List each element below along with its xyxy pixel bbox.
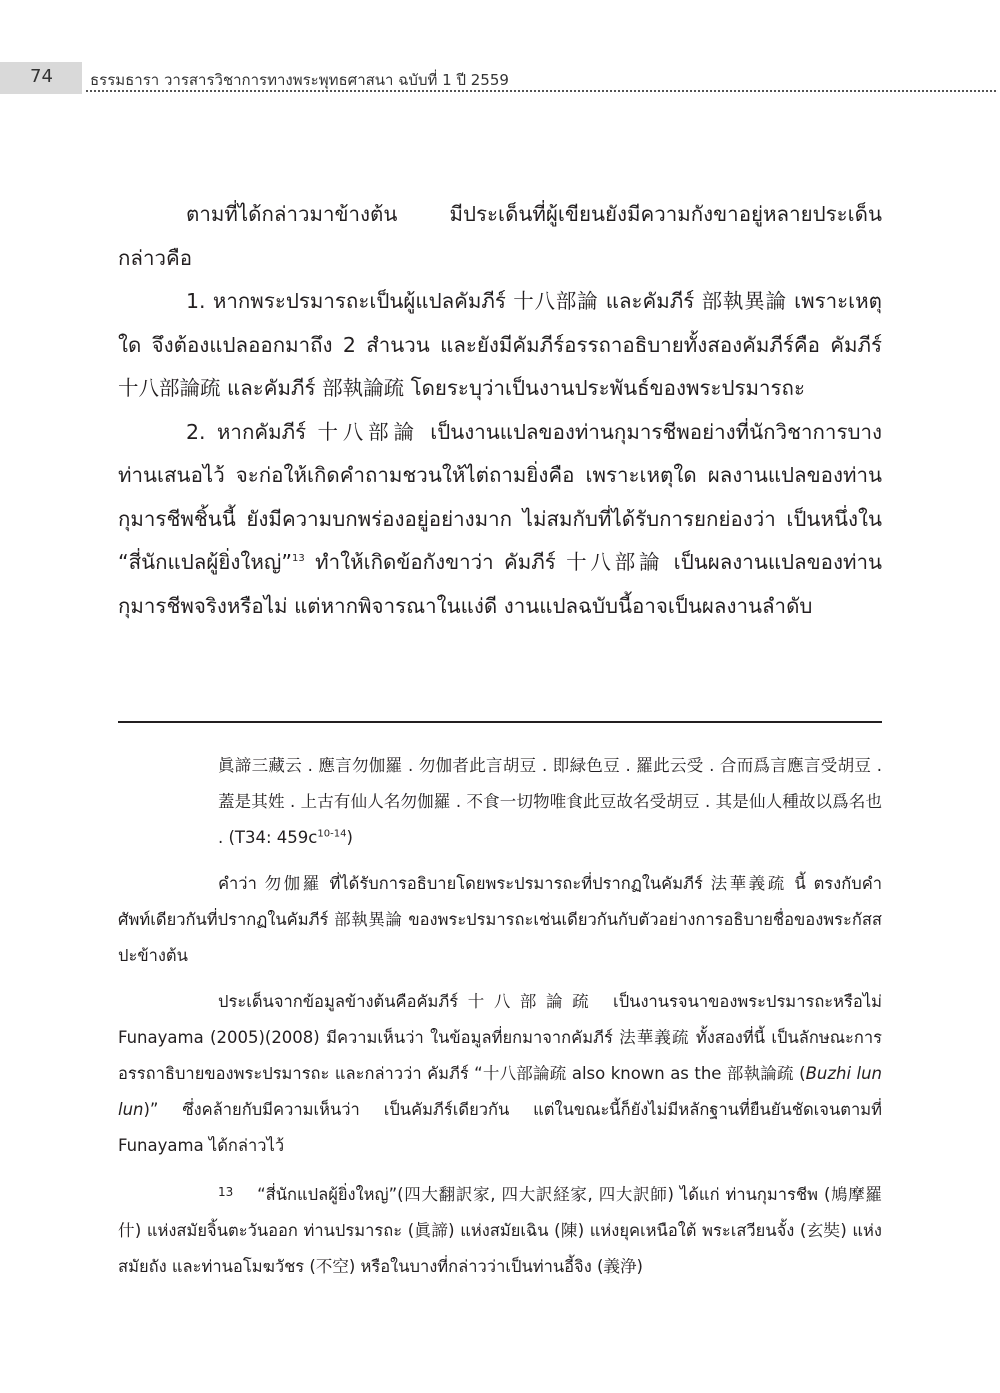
paragraph-1: ตามที่ได้กล่าวมาข้างต้น มีประเด็นที่ผู้เขียนยังมีความกังขาอยู่หลายประเด็น กล่าวคือ — [118, 202, 882, 270]
main-text — [118, 193, 882, 628]
header-dotted-rule — [86, 90, 996, 92]
note-paragraph-2-part-1: ประเด็นจากข้อมูลข้างต้นคือคัมภีร์十八部論疏 เป็นงานรจนาของพระปรมารถะหรือไม่ Funayama (2005)(2008) มีความเห็นว่า ในข้อมูลที่ยกมาจากคัมภีร์ 法華義疏 ทั้งสองที่นี้ เป็นลักษณะการอรรถาธิบายของพระปรมารถะ และกล่าวว่า คัมภีร์ “十八部論疏 also known as the 部執論疏 ( — [118, 992, 882, 1083]
footnote-text: “สี่นักแปลผู้ยิ่งใหญ่”(四大翻訳家, 四大訳経家, 四大訳師) ได้แก่ ท่านกุมารชีพ (鳩摩羅什) แห่งสมัยจิ้นตะวันออก ท่านปรมารถะ (眞諦) แห่งสมัยเฉิน (陳) แห่งยุคเหนือใต้ พระเสวียนจั้ง (玄奘) แห่งสมัยถัง และท่านอโมฆวัชร (不空) หรือในบางที่กล่าวว่าเป็นท่านอี้จิง (義浄) — [118, 1185, 883, 1276]
footnote-number: 13 — [218, 1185, 234, 1199]
page-number: 74 — [30, 66, 53, 87]
note-paragraph-1: คำว่า 勿伽羅 ที่ได้รับการอธิบายโดยพระปรมารถะที่ปรากฏในคัมภีร์ 法華義疏 นี้ ตรงกับคำศัพท์เดียวกันที่ปรากฏในคัมภีร์ 部執異論 ของพระปรมารถะเช่นเดียวกันกับตัวอย่างการอธิบายชื่อของพระกัสสปะข้างต้น — [118, 874, 882, 965]
footnote-reference[interactable]: 13 — [292, 553, 305, 565]
footnotes-area — [118, 748, 882, 1285]
quotation-close: ) — [346, 828, 353, 847]
running-title: ธรรมธารา วารสารวิชาการทางพระพุทธศาสนา ฉบับที่ 1 ปี 2559 — [90, 71, 509, 89]
chinese-quotation — [118, 748, 882, 856]
note-paragraph-2 — [118, 984, 882, 1164]
footnote-13 — [118, 1174, 882, 1285]
italic-title: Buzhi lun lun — [118, 1064, 882, 1119]
quotation-text: 眞諦三藏云 . 應言勿伽羅 . 勿伽者此言胡豆 . 即緑色豆 . 羅此云受 . 合而爲言應言受胡豆 . 蓋是其姓 . 上古有仙人名勿伽羅 . 不食一切物唯食此豆故名受胡豆 . 其是仙人種故以爲名也 . (T34: 459c — [218, 756, 882, 847]
paragraph-2: 1. หากพระปรมารถะเป็นผู้แปลคัมภีร์ 十八部論 และคัมภีร์ 部執異論 เพราะเหตุใด จึงต้องแปลออกมาถึง 2 สำนวน และยังมีคัมภีร์อรรถาอธิบายทั้งสองคัมภีร์คือ คัมภีร์十八部論疏 และคัมภีร์ 部執論疏 โดยระบุว่าเป็นงานประพันธ์ของพระปรมารถะ — [118, 289, 882, 400]
note-paragraph-2-part-2: )” ซึ่งคล้ายกับมีความเห็นว่า เป็นคัมภีร์เดียวกัน แต่ในขณะนี้ก็ยังไม่มีหลักฐานที่ยืนยันชัดเจนตามที่ Funayama ได้กล่าวไว้ — [118, 1100, 882, 1155]
paragraph-3-part-2: ทำให้เกิดข้อกังขาว่า คัมภีร์ 十八部論 เป็นผลงานแปลของท่านกุมารชีพจริงหรือไม่ แต่หากพิจารณาในแง่ดี งานแปลฉบับนี้อาจเป็นผลงานลำดับ — [118, 550, 882, 618]
page-header — [0, 62, 1000, 96]
paragraph-3 — [118, 411, 882, 629]
quotation-lines-superscript: 10-14 — [317, 828, 347, 840]
footnote-separator — [118, 721, 882, 723]
page-number-box — [0, 62, 82, 94]
paragraph-3-part-1: 2. หากคัมภีร์ 十八部論 เป็นงานแปลของท่านกุมารชีพอย่างที่นักวิชาการบางท่านเสนอไว้ จะก่อให้เกิดคำถามชวนให้ไต่ถามยิ่งคือ เพราะเหตุใด ผลงานแปลของท่านกุมารชีพชิ้นนี้ ยังมีความบกพร่องอยู่อย่างมาก ไม่สมกับที่ได้รับการยกย่องว่า เป็นหนึ่งใน “สี่นักแปลผู้ยิ่งใหญ่” — [118, 419, 882, 574]
